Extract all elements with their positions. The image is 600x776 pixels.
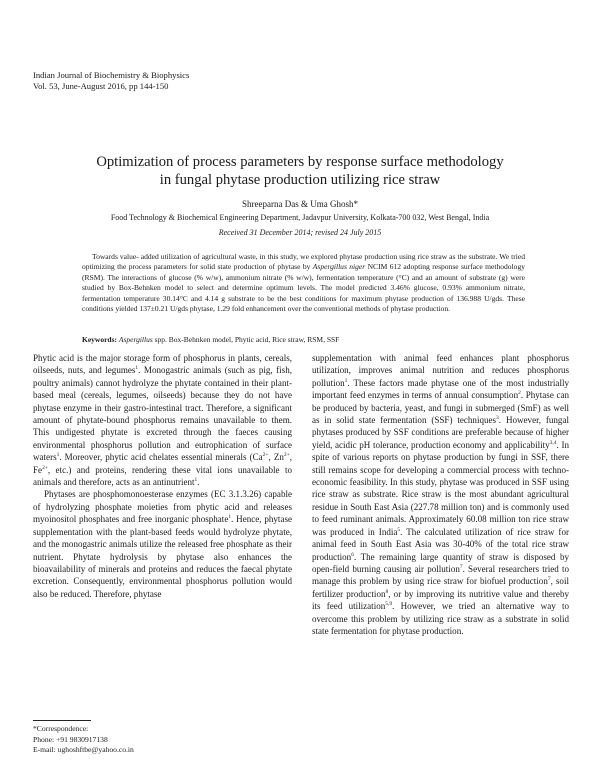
footnote-phone: Phone: +91 9830917138 <box>33 734 108 744</box>
body-paragraph-1 <box>33 352 292 488</box>
journal-volume: Vol. 53, June-August 2016, pp 144-150 <box>33 81 169 91</box>
ion-charge: 2+ <box>283 452 290 459</box>
footnote-correspondence: *Correspondence: <box>33 724 89 733</box>
citation-ref: 7 <box>459 563 463 570</box>
keywords-label: Keywords: <box>82 335 117 344</box>
citation-ref: 3 <box>496 415 499 422</box>
title-line-1: Optimization of process parameters by response surface methodology <box>96 154 504 170</box>
body-text: . The remaining large quantity of straw is disposed by open-field burning causing air pollution <box>312 551 569 574</box>
body-text: Phytic acid is the major storage form of phosphorus in plants, cereals, oilseeds, nuts, and legumes <box>33 353 292 376</box>
citation-ref: 1 <box>228 514 232 521</box>
body-text: . Moreover, phytic acid chelates essential minerals (Ca <box>59 452 263 463</box>
ion-charge: 2+ <box>262 452 269 459</box>
body-text: . However, we tried an alternative way to overcome this problem by utilizing rice straw as a substrate in solid state fermentation for phytase production. <box>312 601 569 636</box>
keywords-list: spp. Box-Behnken model, Phytic acid, Rice straw, RSM, SSF <box>152 335 340 344</box>
ion-charge: 2+ <box>42 464 48 471</box>
body-paragraph-2 <box>33 488 292 600</box>
body-text: , Zn <box>268 452 284 463</box>
body-text: . The calculated utilization of rice straw for animal feed in South East Asia was 30-40% of the total rice straw production <box>312 526 569 562</box>
journal-header <box>33 70 189 92</box>
body-text: , soil fertilizer production <box>312 576 569 599</box>
citation-ref: 2 <box>518 390 521 397</box>
body-text: Phytases are phosphomonoesterase enzymes (EC 3.1.3.26) capable of hydrolyzing phosphate moieties from phytic acid and releases myoinositol phosphates and free inorganic phosphate <box>33 489 292 525</box>
citation-ref: 1 <box>56 452 60 459</box>
body-paragraph-2-cont <box>312 352 569 637</box>
citation-ref: 6 <box>351 551 354 558</box>
citation-ref: 7 <box>547 576 551 583</box>
body-right-column <box>312 352 569 637</box>
body-text: . Phytase can be produced by bacteria, yeast, and fungi in submerged (SmF) as well as in solid state fermentation (SSF) techniques <box>312 390 569 426</box>
body-left-column <box>33 352 292 600</box>
citation-ref: 5,9 <box>385 601 393 608</box>
body-text: . Hence, phytase supplementation with the plant-based feeds would hydrolyze phytate, and the monogastric animals utilize the released free phosphate as their nutrient. Phytate hydrolysis by phytase also enhances the bioavailability of minerals and proteins and reduces the faecal phytate excretion. Consequently, environmental phosphorus pollution would also be reduced. Therefore, phytase <box>33 514 292 599</box>
abstract-organism: Aspergillus niger <box>312 262 366 272</box>
citation-ref: 5 <box>397 526 401 533</box>
body-text: supplementation with animal feed enhances plant phosphorus utilization, improves animal nutrition and reduces phosphorus pollution <box>312 353 569 388</box>
footnote-divider <box>33 720 91 721</box>
citation-ref: 3,4 <box>549 439 557 446</box>
body-text: , Fe <box>33 452 293 475</box>
body-text: . However, fungal phytases produced by SSF conditions are preferable because of higher yield, acidic pH tolerance, production economy and applicability <box>312 415 569 450</box>
body-text: , or by improving its nutritive value and thereby its feed utilization <box>312 588 569 612</box>
citation-ref: 1 <box>135 365 139 372</box>
citation-ref: 1 <box>344 377 348 384</box>
paper-title <box>40 153 560 189</box>
abstract <box>82 252 525 314</box>
body-text: . Several researchers tried to manage this problem by using rice straw for biofuel production <box>312 563 570 587</box>
journal-name: Indian Journal of Biochemistry & Biophysics <box>33 70 190 80</box>
body-text: . Monogastric animals (such as pig, fish, poultry animals) cannot hydrolyze the phytate contained in their plant-based meal (cereals, legumes, oilseeds) because they do not have phytase enzyme in their gastro-intestinal tract. Therefore, a significant amount of phytate-bound phosphorus remains unavailable to them. This undigested phytate is excreted through the faeces causing environmental phosphorus pollution and eutrophication of surface waters <box>33 365 292 463</box>
title-line-2: in fungal phytase production utilizing rice straw <box>159 172 441 188</box>
footnote-email: E-mail: ughoshftbe@yahoo.co.in <box>33 745 134 754</box>
body-text: . In spite of various reports on phytase production by fungi in SSF, there still remains scope for developing a commercial process with techno-economic feasibility. In this study, phytase was produced in SSF using rice straw as substrate. Rice straw is the most abundant agricultural residue in South East Asia (227.78 million ton) and is commonly used to feed ruminant animals. Approximately 60.08 million ton rice straw was produced in India <box>312 439 570 537</box>
body-text: . These factors made phytase one of the most industrially important feed enzymes in terms of annual consumption <box>312 377 569 401</box>
citation-ref: 8 <box>385 588 389 595</box>
body-text: , etc.) and proteins, rendering these vital ions unavailable to animals and therefore, acts as an antinutrient <box>33 464 292 488</box>
affiliation: Food Technology & Biochemical Engineering Department, Jadavpur University, Kolkata-700 032, West Bengal, India <box>110 213 490 222</box>
correspondence-footnote <box>33 724 134 756</box>
citation-ref: 1 <box>194 477 198 484</box>
authors: Shreeparna Das & Uma Ghosh* <box>242 199 358 209</box>
body-text: . <box>197 477 200 488</box>
keywords <box>82 335 525 344</box>
abstract-part-2: NCIM 612 adopting response surface methodology (RSM). The interactions of glucose (% w/w), ammonium nitrate (% w/w), fermentation temperature (°C) and an amount of substrate (g) were studied by Box-Behnken model to select and determine optimum levels. The model predicted 3.46% glucose, 0.93% ammonium nitrate, fermentation temperature 30.14°C and 4.14 g substrate to be the best conditions for maximum phytase production of 136.988 U/gds. These conditions yielded 137±0.21 U/gds phytase, 1.29 fold enhancement over the conventional methods of phytase production. <box>82 262 525 314</box>
abstract-part-1: Towards value- added utilization of agricultural waste, in this study, we explored phytase production using rice straw as the substrate. We tried optimizing the process parameters for solid state production of phytase by <box>82 252 525 272</box>
keywords-genus: Aspergillus <box>118 335 153 344</box>
received-dates: Received 31 December 2014; revised 24 July 2015 <box>218 228 382 237</box>
